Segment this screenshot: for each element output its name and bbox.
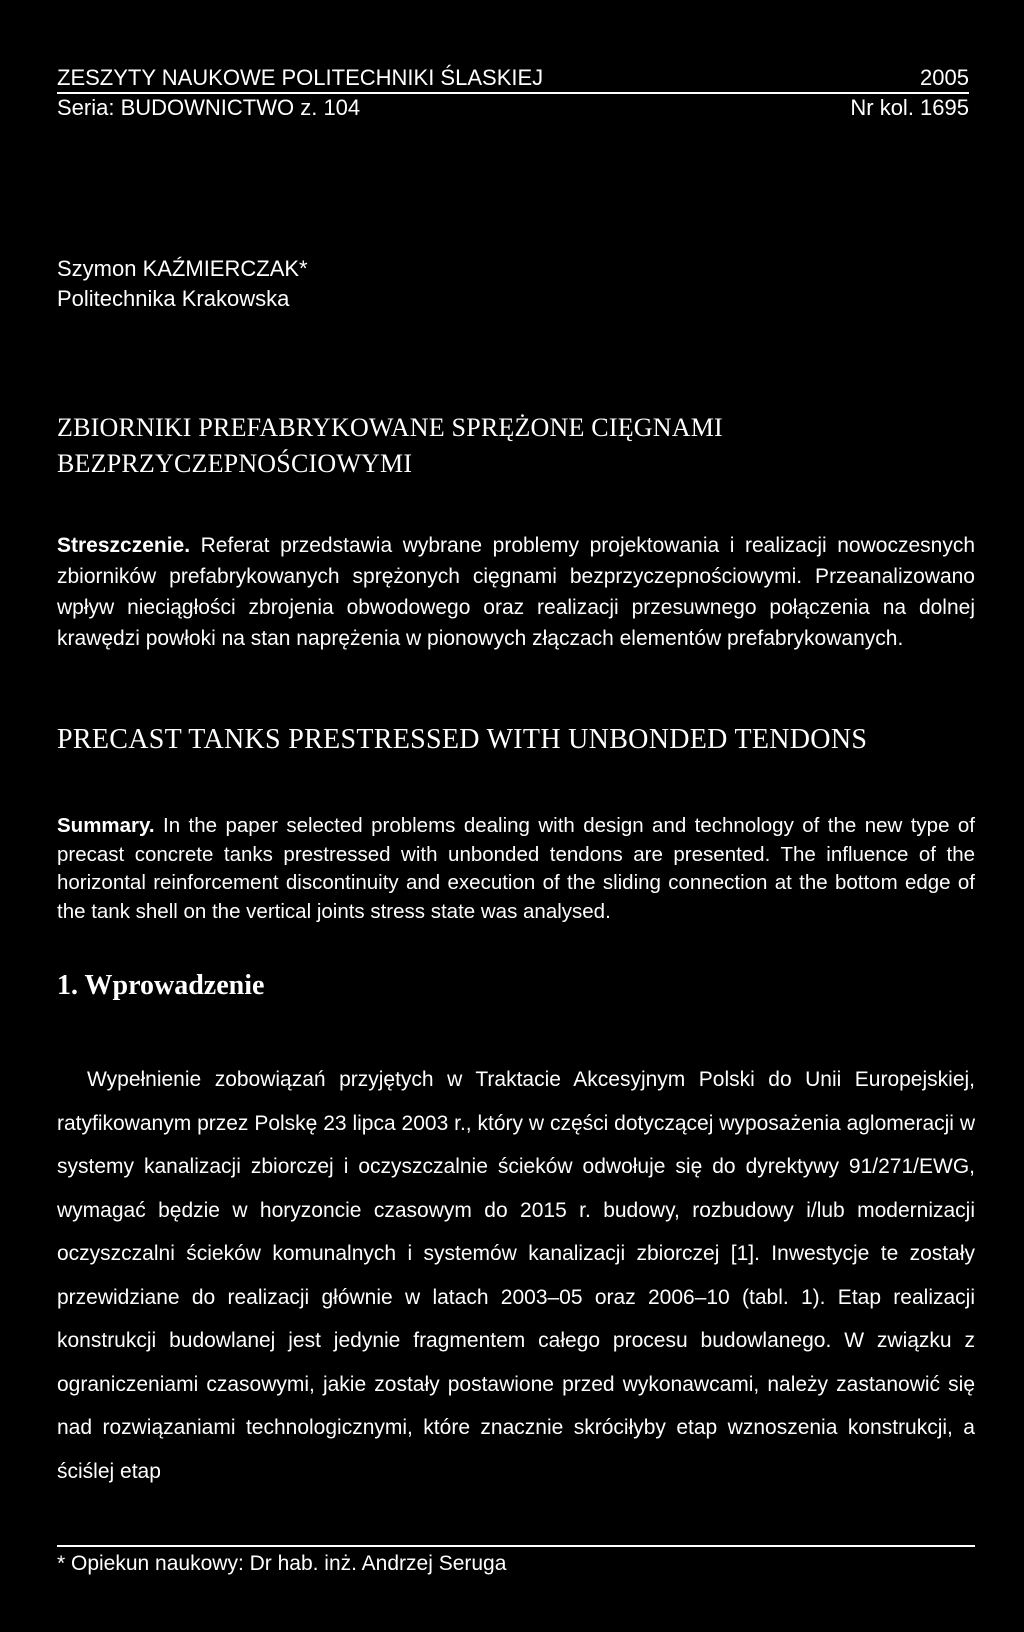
summary-label: Summary. (57, 814, 164, 837)
abstract-text: Referat przedstawia wybrane problemy projektowania i realizacji nowoczesnych zbiorników prefabrykowanych sprężonych cięgnami bezprzyczepnościowymi. Przeanalizowano wpływ nieciągłości zbrojenia obwodowego oraz realizacji przesuwnego połączenia na dolnej krawędzi powłoki na stan naprężenia w pionowych złączach elementów prefabrykowanych. (57, 534, 975, 650)
title-pl-line-2: BEZPRZYCZEPNOŚCIOWYMI (57, 449, 413, 478)
body-paragraph: Wypełnienie zobowiązań przyjętych w Traktacie Akcesyjnym Polski do Unii Europejskiej, ratyfikowanym przez Polskę 23 lipca 2003 r., który w części dotyczącej wyposażenia aglomeracji w systemy kanalizacji zbiorczej i oczyszczalnie ścieków odwołuje się do dyrektywy 91/271/EWG, wymagać będzie w horyzoncie czasowym do 2015 r. budowy, rozbudowy i/lub modernizacji oczyszczalni ścieków komunalnych i systemów kanalizacji zbiorczej [1]. Inwestycje te zostały przewidziane do realizacji głównie w latach 2003–05 oraz 2006–10 (tabl. 1). Etap realizacji konstrukcji budowlanej jest jedynie fragmentem całego procesu budowlanego. W związku z ograniczeniami czasowymi, jakie zostały postawione przed wykonawcami, należy zastanowić się nad rozwiązaniami technologicznymi, które znacznie skróciłyby etap wznoszenia konstrukcji, a ściślej etap (57, 1068, 975, 1483)
body-text (57, 1058, 975, 1493)
summary-text: In the paper selected problems dealing with design and technology of the new type of precast concrete tanks prestressed with unbonded tendons are presented. The influence of the horizontal reinforcement discontinuity and execution of the sliding connection at the bottom edge of the tank shell on the vertical joints stress state was analysed. (57, 814, 975, 923)
header-row-series (57, 94, 969, 122)
author-name: Szymon KAŹMIERCZAK* (57, 256, 308, 281)
author-affiliation: Politechnika Krakowska (57, 286, 290, 311)
footnote-divider (57, 1545, 975, 1547)
footnote: * Opiekun naukowy: Dr hab. inż. Andrzej Seruga (57, 1552, 507, 1575)
title-pl-line-1: ZBIORNIKI PREFABRYKOWANE SPRĘŻONE CIĘGNAMI (57, 413, 723, 442)
issue-number: Nr kol. 1695 (850, 95, 969, 120)
abstract-label: Streszczenie. (57, 534, 201, 557)
abstract-polish (57, 530, 975, 654)
journal-name: ZESZYTY NAUKOWE POLITECHNIKI ŚLASKIEJ (57, 65, 544, 90)
summary-english (57, 812, 975, 926)
author-block (57, 254, 308, 314)
journal-year: 2005 (920, 65, 969, 90)
section-heading: 1. Wprowadzenie (57, 970, 265, 1001)
paper-title-english: PRECAST TANKS PRESTRESSED WITH UNBONDED TENDONS (57, 724, 868, 755)
journal-header (57, 64, 969, 122)
series-info: Seria: BUDOWNICTWO z. 104 (57, 95, 361, 120)
header-row-journal (57, 64, 969, 94)
paper-title-polish (57, 410, 723, 482)
document-page (57, 0, 977, 1632)
